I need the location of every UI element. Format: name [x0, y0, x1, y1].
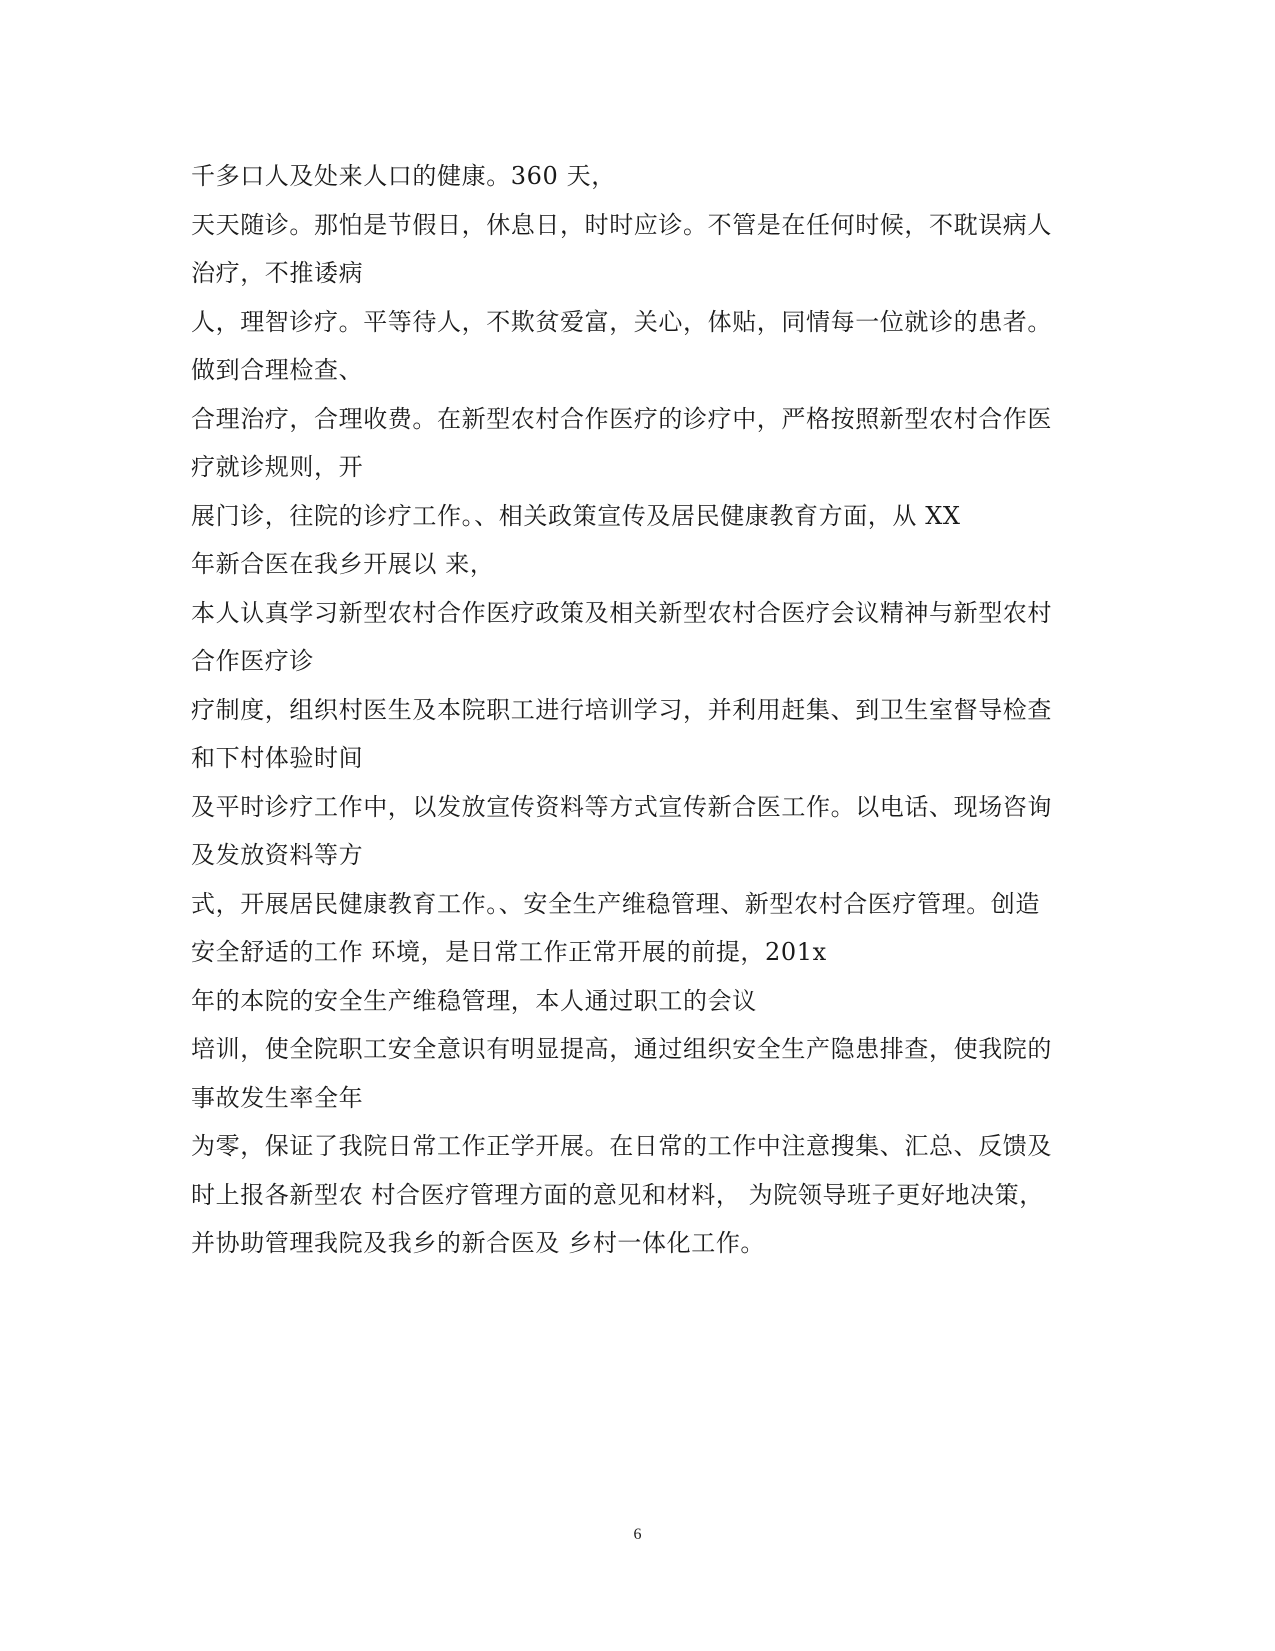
text-line: 事故发生率全年 — [191, 1083, 364, 1112]
text-line: 和下村体验时间 — [191, 744, 364, 772]
text-line: 千多口人及处来人口的健康。360 天， — [191, 162, 616, 190]
text-line: 安全舒适的工作 环境，是日常工作正常开展的前提，201x — [191, 938, 827, 966]
text-line: 及发放资料等方 — [191, 841, 364, 869]
text-line: 年的本院的安全生产维稳管理，本人通过职工的会议 — [191, 986, 757, 1015]
text-line: 疗制度，组织村医生及本院职工进行培训学习，并利用赶集、到卫生室督导检查 — [191, 695, 1052, 724]
text-line: 做到合理检查、 — [191, 356, 364, 384]
text-line: 合作医疗诊 — [191, 647, 314, 675]
text-line: 及平时诊疗工作中，以发放宣传资料等方式宣传新合医工作。以电话、现场咨询 — [191, 792, 1052, 821]
text-line: 合理治疗，合理收费。在新型农村合作医疗的诊疗中，严格按照新型农村合作医 — [191, 404, 1052, 433]
text-line: 疗就诊规则，开 — [191, 453, 364, 481]
text-line: 培训，使全院职工安全意识有明显提高，通过组织安全生产隐患排查，使我院的 — [191, 1035, 1052, 1063]
page-number: 6 — [633, 1526, 642, 1543]
text-line: 并协助管理我院及我乡的新合医及 乡村一体化工作。 — [191, 1229, 766, 1257]
text-line: 为零，保证了我院日常工作正学开展。在日常的工作中注意搜集、汇总、反馈及 — [191, 1132, 1052, 1160]
text-line: 天天随诊。那怕是节假日，休息日，时时应诊。不管是在任何时候，不耽误病人 — [191, 210, 1052, 239]
body-text — [191, 158, 1071, 1274]
text-line: 式，开展居民健康教育工作。、安全生产维稳管理、新型农村合医疗管理。创造 — [191, 889, 1040, 918]
text-line: 年新合医在我乡开展以 来， — [191, 550, 495, 578]
text-line: 时上报各新型农 村合医疗管理方面的意见和材料， 为院领导班子更好地决策， — [191, 1180, 1044, 1209]
text-line: 治疗，不推诿病 — [191, 259, 364, 287]
text-line: 人，理智诊疗。平等待人，不欺贫爱富，关心，体贴，同情每一位就诊的患者。 — [191, 307, 1052, 336]
text-line: 展门诊，往院的诊疗工作。、相关政策宣传及居民健康教育方面，从 XX — [191, 501, 961, 530]
text-line: 本人认真学习新型农村合作医疗政策及相关新型农村合医疗会议精神与新型农村 — [191, 598, 1052, 627]
